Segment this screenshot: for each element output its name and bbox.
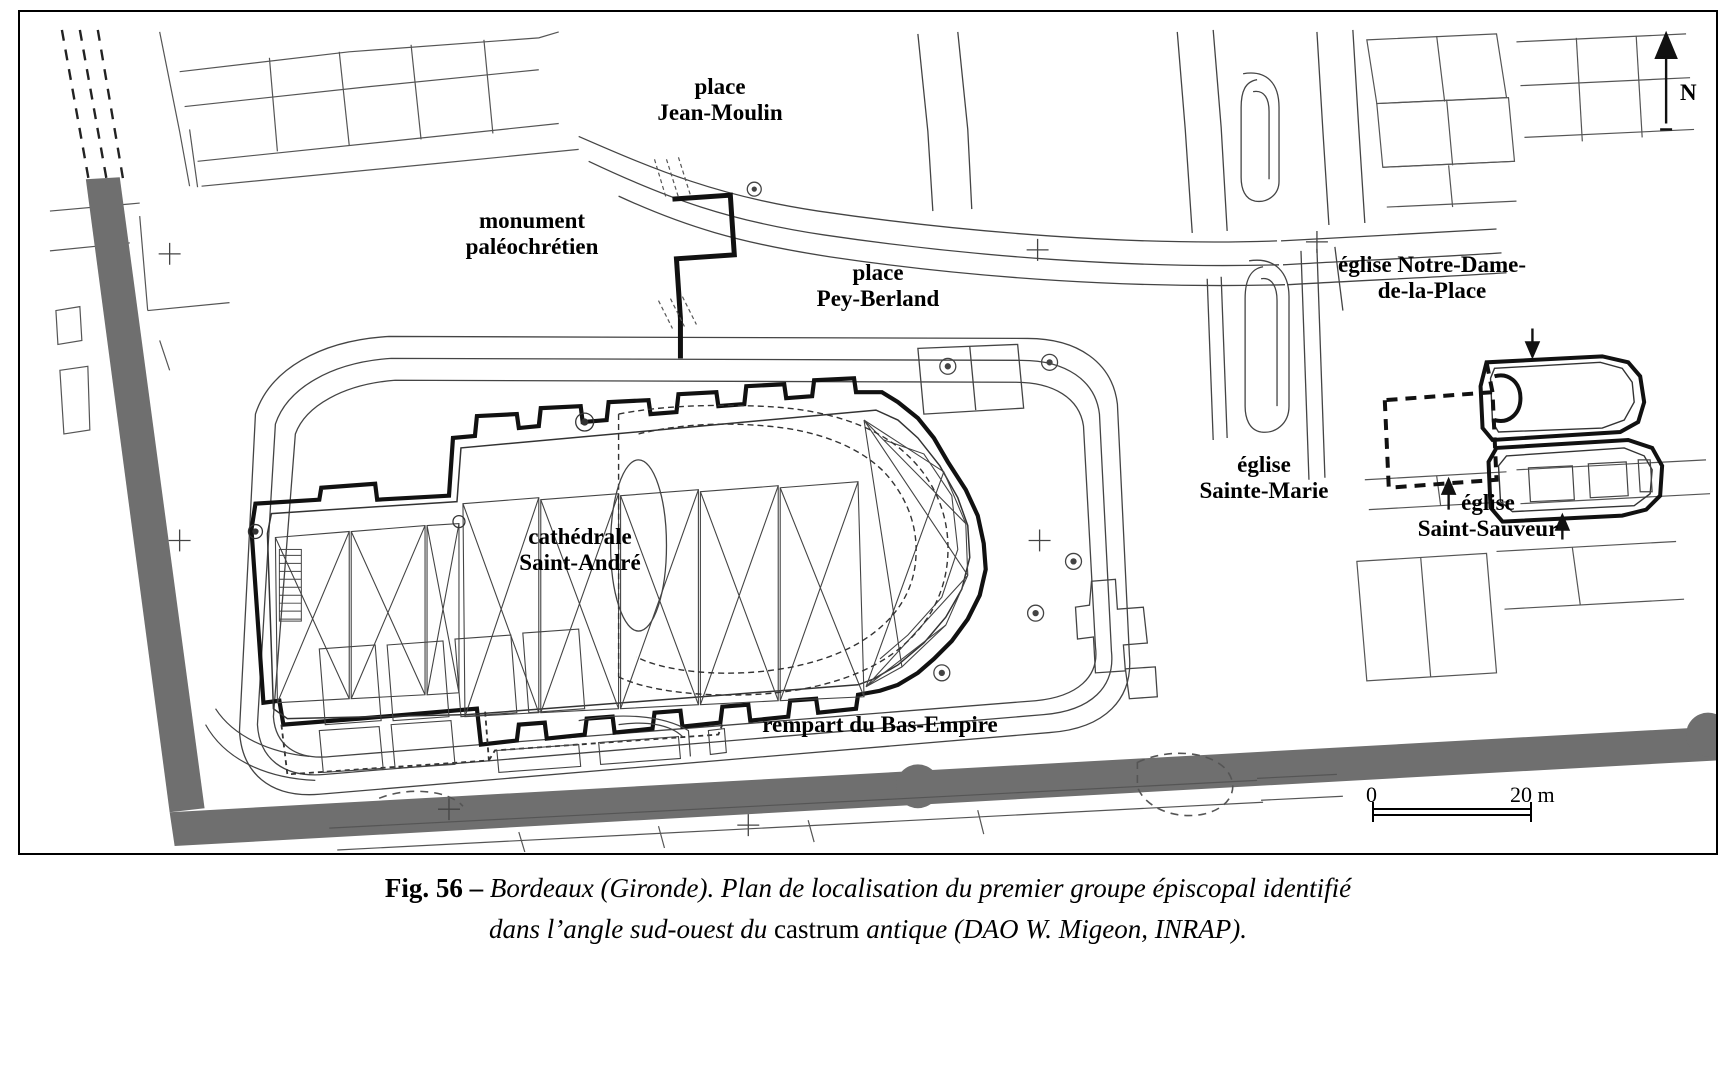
label-monument-paleochretien	[402, 208, 662, 260]
monument-paleochretien-outline	[655, 157, 735, 358]
label-line: place	[852, 260, 904, 285]
label-line: de-la-Place	[1377, 277, 1487, 303]
caption-line-1	[0, 868, 1736, 909]
scale-label-max: 20 m	[1510, 782, 1555, 807]
label-line: paléochrétien	[465, 233, 599, 259]
label-eglise-saint-sauveur	[1378, 490, 1598, 542]
label-line: Saint-André	[519, 549, 641, 575]
label-line: place	[694, 74, 746, 99]
caption-text: Bordeaux (Gironde). Plan de localisation du premier groupe épiscopal identifié	[483, 873, 1352, 903]
label-line: Pey-Berland	[816, 285, 940, 311]
caption-castrum: castrum	[774, 913, 860, 944]
north-arrow	[1656, 34, 1676, 130]
label-line: Jean-Moulin	[657, 99, 783, 125]
north-arrow-label: N	[1680, 80, 1697, 105]
label-rempart	[720, 712, 1040, 738]
label-cathedrale-saint-andre	[460, 524, 700, 576]
label-line: église	[1237, 452, 1291, 477]
caption-line-2	[0, 909, 1736, 950]
figure-number: Fig. 56 –	[384, 873, 484, 903]
label-line: monument	[478, 208, 586, 233]
place-buildings	[918, 344, 1157, 698]
label-place-jean-moulin	[620, 74, 820, 126]
scale-bar	[1366, 782, 1572, 836]
scale-label-zero: 0	[1366, 782, 1377, 807]
label-line: Saint-Sauveur	[1417, 515, 1559, 541]
label-line: cathédrale	[528, 524, 632, 549]
cadastral-lines-northeast	[1367, 34, 1694, 207]
label-line: église Notre-Dame-	[1338, 252, 1526, 277]
hatched-wall	[279, 549, 301, 621]
label-line: Sainte-Marie	[1199, 477, 1329, 503]
tram-lines	[62, 30, 124, 186]
figure-caption	[0, 868, 1736, 949]
street-lines	[579, 30, 1507, 286]
label-place-pey-berland	[758, 260, 998, 312]
caption-text-a: dans l’angle sud-ouest du	[489, 913, 775, 944]
label-eglise-sainte-marie	[1164, 452, 1364, 504]
map-frame	[18, 10, 1718, 855]
label-line: église	[1461, 490, 1515, 515]
caption-text-b: antique (DAO W. Migeon, INRAP).	[859, 913, 1247, 944]
label-line: rempart du Bas-Empire	[762, 712, 998, 737]
rempart-tower	[896, 764, 940, 808]
label-eglise-notre-dame-de-la-place	[1282, 252, 1582, 304]
scale-bar-rect	[1372, 808, 1532, 816]
